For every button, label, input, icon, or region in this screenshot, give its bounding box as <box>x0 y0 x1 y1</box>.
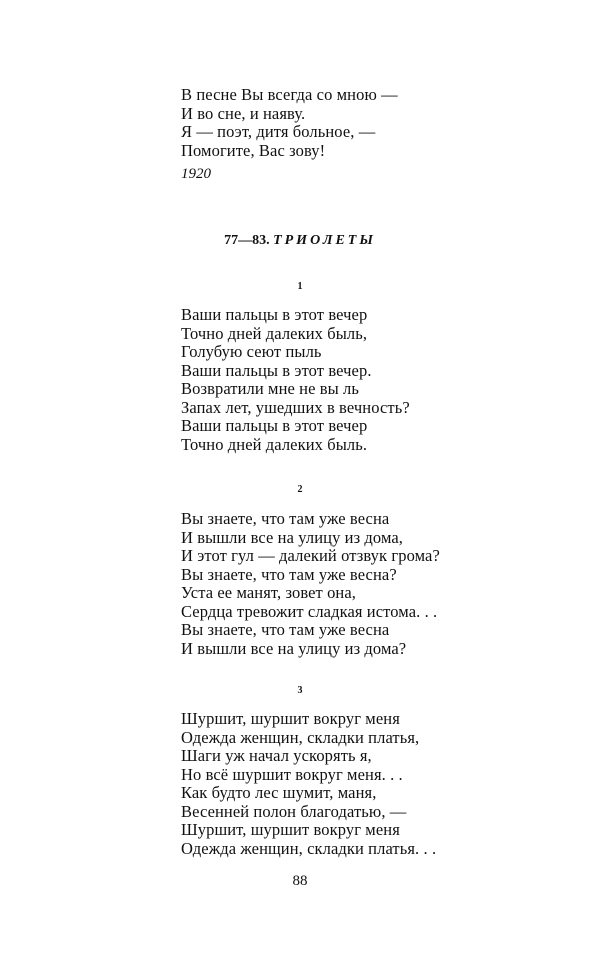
poem-line: Ваши пальцы в этот вечер. <box>181 360 372 380</box>
poem-line: Вы знаете, что там уже весна? <box>181 564 397 584</box>
poem-line: И во сне, и наяву. <box>181 103 306 123</box>
poem-stanza-1 <box>181 306 481 454</box>
poem-line: Запах лет, ушедших в вечность? <box>181 397 410 417</box>
poem-number: 1 <box>297 281 303 292</box>
poem-line: И этот гул — далекий отзвук грома? <box>181 546 440 565</box>
poem-line: Но всё шуршит вокруг меня. . . <box>181 764 403 784</box>
section-heading <box>0 233 600 249</box>
poem-line: Шуршит, шуршит вокруг меня <box>181 820 400 839</box>
poem-line: Уста ее манят, зовет она, <box>181 583 357 602</box>
poem-line: Шуршит, шуршит вокруг меня <box>181 709 400 728</box>
poem-line: Я — поэт, дитя больное, — <box>181 122 376 141</box>
poem-number: 2 <box>297 484 303 495</box>
poem-line: Помогите, Вас зову! <box>181 140 326 160</box>
poem-line: Как будто лес шумит, маня, <box>181 783 377 802</box>
poem-line: Одежда женщин, складки платья, <box>181 727 420 747</box>
poem-line: И вышли все на улицу из дома? <box>181 638 407 658</box>
poem-line: Ваши пальцы в этот вечер <box>181 305 368 324</box>
intro-stanza <box>181 86 481 160</box>
poem-line: Возвратили мне не вы ль <box>181 379 359 398</box>
section-range: 77—83. <box>224 233 270 248</box>
poem-date: 1920 <box>181 166 211 182</box>
poem-stanza-3 <box>181 710 481 858</box>
poem-line: Сердца тревожит сладкая истома. . . <box>181 601 438 621</box>
poem-line: Вы знаете, что там уже весна <box>181 509 390 528</box>
poem-line: И вышли все на улицу из дома, <box>181 527 404 547</box>
poem-line: Голубую сеют пыль <box>181 342 322 361</box>
poem-line: Весенней полон благодатью, — <box>181 801 407 821</box>
section-title: ТРИОЛЕТЫ <box>273 233 376 248</box>
poem-line: Точно дней далеких быль. <box>181 434 368 454</box>
poem-line: В песне Вы всегда со мною — <box>181 85 398 104</box>
poem-line: Ваши пальцы в этот вечер <box>181 416 368 435</box>
poem-number: 3 <box>297 685 303 696</box>
poem-stanza-2 <box>181 510 481 658</box>
poem-line: Точно дней далеких быль, <box>181 323 368 343</box>
poem-line: Одежда женщин, складки платья. . . <box>181 838 437 858</box>
poem-line: Шаги уж начал ускорять я, <box>181 746 372 765</box>
page-number: 88 <box>292 873 308 889</box>
poem-line: Вы знаете, что там уже весна <box>181 620 390 639</box>
